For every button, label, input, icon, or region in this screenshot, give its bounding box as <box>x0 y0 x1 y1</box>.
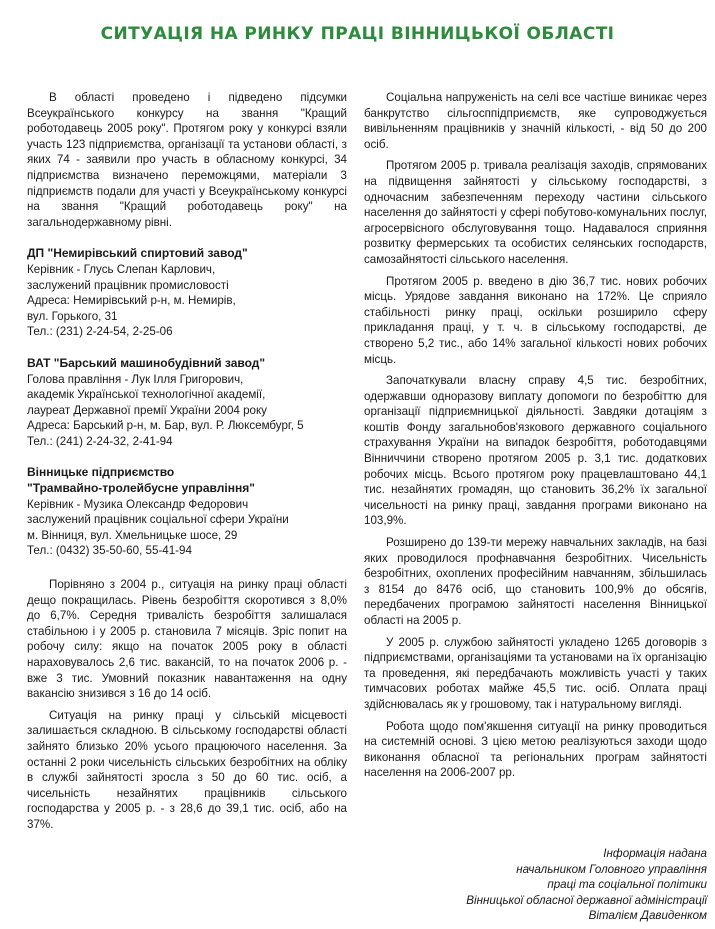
signature-line: праці та соціальної політики <box>547 878 707 892</box>
measures-paragraph: Протягом 2005 р. тривала реалізація заходів, спрямованих на підвищення зайнятості у сільському господарстві, з одночасним забезпеченням переходу частини сільського населення до зайнятості у сфері побутово-комунальних послуг, агросервісного обслуговування тощо. Надавалося сприяння розвитку фермерських та особистих селянських господарств, самозайнятості сільського населення. <box>364 159 707 266</box>
signature-line: Віталієм Давиденком <box>588 909 707 923</box>
company-block-bar <box>27 356 347 450</box>
company-line: Голова правління - Лук Ілля Григорович, <box>27 372 244 386</box>
labor-market-paragraph: Порівняно з 2004 р., ситуація на ринку праці області дещо покращилась. Рівень безробіття скоротився з 8,0% до 6,7%. Середня тривалість безробіття залишалася стабільною і у 2005 р. становила 7 місяців. Зріс попит на робочу силу: якщо на початок 2005 року в області нараховувалось 2,6 тис. вакансій, то на початок 2006 р. - вже 3 тис. Умовний показник навантаження на одну вакансію знизився з 16 до 14 осіб. <box>27 578 347 701</box>
intro-paragraph: В області проведено і підведено підсумки Всеукраїнського конкурсу на звання "Кращий роботодавець 2005 року". Протягом року у конкурсі взяли участь 123 підприємства, організації та установи області, з яких 74 - заявили про участь в обласному конкурсі, 34 підприємства визначено переможцями, матеріали 3 підприємств подали для участі у Всеукраїнському конкурсі на звання "Кращий роботодавець року" на загальнодержавному рівні. <box>27 91 347 229</box>
company-name-second-line: "Трамвайно-тролейбусне управління" <box>27 481 255 496</box>
company-line: м. Вінниця, вул. Хмельницьке шосе, 29 <box>27 528 238 542</box>
company-line: Керівник - Музика Олександр Федорович <box>27 497 249 511</box>
public-works-paragraph: У 2005 р. службою зайнятості укладено 1265 договорів з підприємствами, організаціями та установами на їх організацію та проведення, які передбачають можливість участі у таких тимчасових роботах майже 45,5 тис. осіб. Оплата праці здійснювалась як у грошовому, так і натуральному вигляді. <box>364 635 707 711</box>
company-line: Тел.: (0432) 35-50-60, 55-41-94 <box>27 544 192 558</box>
company-line: Тел.: (241) 2-24-32, 2-41-94 <box>27 434 173 448</box>
company-line: Керівник - Глусь Слепан Карлович, <box>27 262 216 276</box>
signature-line: Вінницької обласної державної адміністрації <box>466 893 707 907</box>
company-line: Адреса: Барський р-н, м. Бар, вул. Р. Люксембург, 5 <box>27 419 304 433</box>
signature-block <box>307 846 707 924</box>
company-line: заслужений працівник промисловості <box>27 278 229 292</box>
company-block-tram <box>27 465 347 559</box>
left-column <box>27 90 347 833</box>
company-line: вул. Горького, 31 <box>27 309 118 323</box>
company-line: Тел.: (231) 2-24-54, 2-25-06 <box>27 325 173 339</box>
signature-line: Інформація надана <box>603 847 707 860</box>
company-name: ВАТ "Барський машинобудівний завод" <box>27 355 266 370</box>
training-paragraph: Розширено до 139-ти мережу навчальних закладів, на базі яких проводилося профнавчання безробітних. Чисельність безробітних, охоплених професійним навчанням, збільшилась з 8154 до 8476 осіб, що становить 100,9% до обсягів, передбачених програмою зайнятості населення Вінницької області на 2005 р. <box>364 536 707 627</box>
rural-paragraph: Ситуація на ринку праці у сільській місцевості залишається складною. В сільському господарстві області зайнято близько 20% усього працюючого населення. За останні 2 роки чисельність сільських безробітних на обліку в службі зайнятості зросла з 50 до 60 тис. осіб, а чисельність незайнятих працівників сільського господарства у 2005 р. - з 28,6 до 39,1 тис. осіб, або на 37%. <box>27 708 347 831</box>
company-name: Вінницьке підприємство <box>27 465 175 480</box>
signature-line: начальником Головного управління <box>516 862 707 876</box>
self-employment-paragraph: Започаткували власну справу 4,5 тис. безробітних, одержавши одноразову виплату допомоги по безробіттю для організації підприємницької діяльності. Завдяки дотаціям з коштів Фонду загальнобов'язкового державного соціального страхування України на випадок безробіття, роботодавцями Вінниччини створено протягом 2005 р. 3,1 тис. додаткових робочих місць. Всього протягом року працевлаштовано 44,1 тис. незайнятих громадян, що становить 36,2% їх загальної чисельності на ринку праці, завдання програми виконано на 103,9%. <box>364 374 707 528</box>
company-line: Адреса: Немирівський р-н, м. Немирів, <box>27 294 236 308</box>
company-block-nemyriv <box>27 246 347 340</box>
new-jobs-paragraph: Протягом 2005 р. введено в дію 36,7 тис. нових робочих місць. Урядове завдання виконано на 172%. Це сприяло стабільності ринку праці, оскільки розширило сферу прикладання праці, у т. ч. в сільському господарстві, де створено 5,2 тис., або 14% загальної кількості нових робочих місць. <box>364 274 707 366</box>
right-column <box>364 90 707 781</box>
company-line: академік Української технологічної академії, <box>27 388 266 402</box>
company-line: лауреат Державної премії України 2004 року <box>27 403 267 417</box>
company-name: ДП "Немирівський спиртовий завод" <box>27 246 248 261</box>
social-tension-paragraph: Соціальна напруженість на селі все частіше виникає через банкрутство сільгосппідприємств, яке супроводжується вивільненням працівників у значній кількості, - від 50 до 200 осіб. <box>364 91 707 151</box>
article-title: СИТУАЦІЯ НА РИНКУ ПРАЦІ ВІННИЦЬКОЇ ОБЛАСТІ <box>100 24 615 44</box>
company-line: заслужений працівник соціальної сфери України <box>27 513 289 527</box>
conclusion-paragraph: Робота щодо пом'якшення ситуації на ринку проводиться на системній основі. З цією метою реалізуються заходи щодо виконання обласної та регіональних програм зайнятості населення на 2006-2007 рр. <box>364 719 707 780</box>
